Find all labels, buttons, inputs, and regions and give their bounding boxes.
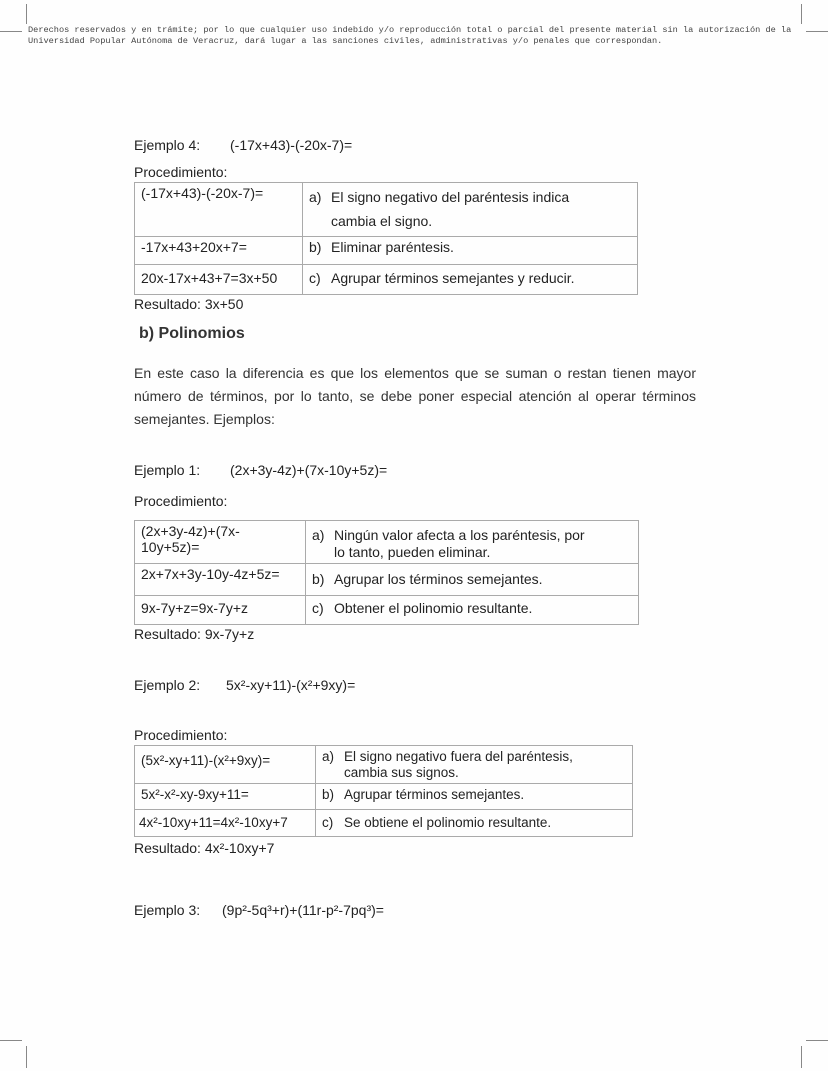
step-expression: 9x-7y+z=9x-7y+z <box>135 596 306 625</box>
table-row <box>135 521 639 564</box>
step-description: Ningún valor afecta a los paréntesis, por <box>334 527 585 543</box>
step-description: Se obtiene el polinomio resultante. <box>344 815 552 830</box>
step-marker: b) <box>309 239 322 255</box>
example-1-heading <box>134 462 388 478</box>
example-label: Ejemplo 4: <box>134 137 201 153</box>
table-row <box>135 265 638 295</box>
step-marker: b) <box>322 787 335 802</box>
step-expression: (5x²-xy+11)-(x²+9xy)= <box>135 746 316 784</box>
table-row <box>135 237 638 265</box>
step-marker: a) <box>312 527 325 543</box>
example-3-heading <box>134 902 384 918</box>
crop-mark <box>0 1040 22 1041</box>
step-description: El signo negativo del paréntesis indica <box>331 189 570 205</box>
table-row <box>135 183 638 237</box>
step-expression: 5x²-x²-xy-9xy+11= <box>135 784 316 810</box>
procedure-label: Procedimiento: <box>134 164 228 180</box>
example-2-heading <box>134 677 356 693</box>
example-4-heading <box>134 137 353 153</box>
example-label: Ejemplo 1: <box>134 462 201 478</box>
step-description: Agrupar términos semejantes. <box>344 787 525 802</box>
example-label: Ejemplo 3: <box>134 902 201 918</box>
step-description: El signo negativo fuera del paréntesis, <box>344 749 573 764</box>
example-expression: (9p²-5q³+r)+(11r-p²-7pq³)= <box>222 902 384 918</box>
crop-mark <box>0 31 22 32</box>
step-marker: b) <box>312 571 325 587</box>
procedure-label: Procedimiento: <box>134 493 228 509</box>
table-row <box>135 596 639 625</box>
header-line: Universidad Popular Autónoma de Veracruz, dará lugar a las sanciones civiles, administrativas y/o penales que correspondan. <box>28 36 663 46</box>
table-row <box>135 564 639 596</box>
step-description: cambia el signo. <box>331 213 433 229</box>
section-paragraph: En este caso la diferencia es que los elementos que se suman o restan tienen mayor número de términos, por lo tanto, se debe poner especial atención al operar términos semejantes. Ejemplos: <box>134 365 696 427</box>
copyright-header <box>28 25 828 47</box>
step-marker: c) <box>312 600 324 616</box>
example-expression: (-17x+43)-(-20x-7)= <box>230 137 353 153</box>
step-description: lo tanto, pueden eliminar. <box>334 544 491 560</box>
step-expression <box>135 521 306 564</box>
table-row <box>135 784 633 810</box>
step-expression: 20x-17x+43+7=3x+50 <box>135 265 303 295</box>
result-text: Resultado: 4x²-10xy+7 <box>134 840 275 856</box>
example-label: Ejemplo 2: <box>134 677 201 693</box>
step-description: cambia sus signos. <box>344 765 459 780</box>
step-description: Agrupar términos semejantes y reducir. <box>331 270 575 286</box>
step-expression-line: 10y+5z)= <box>141 539 200 555</box>
step-description: Agrupar los términos semejantes. <box>334 571 543 587</box>
section-title: b) Polinomios <box>139 325 245 342</box>
result-text: Resultado: 3x+50 <box>134 296 244 312</box>
step-description: Obtener el polinomio resultante. <box>334 600 533 616</box>
crop-mark <box>806 1040 828 1041</box>
crop-mark <box>801 4 802 24</box>
table-row <box>135 810 633 837</box>
header-line: Derechos reservados y en trámite; por lo que cualquier uso indebido y/o reproducción total o parcial del presente material sin la autorización de la <box>28 25 792 35</box>
step-description: Eliminar paréntesis. <box>331 239 454 255</box>
step-marker: a) <box>309 189 322 205</box>
step-expression: -17x+43+20x+7= <box>135 237 303 265</box>
crop-mark <box>26 1046 27 1068</box>
step-marker: c) <box>309 270 321 286</box>
procedure-table <box>134 520 639 625</box>
example-expression: (2x+3y-4z)+(7x-10y+5z)= <box>230 462 388 478</box>
step-expression: (-17x+43)-(-20x-7)= <box>135 183 303 237</box>
crop-mark <box>801 1046 802 1068</box>
table-row <box>135 746 633 784</box>
procedure-table <box>134 745 633 837</box>
step-expression: 4x²-10xy+11=4x²-10xy+7 <box>135 810 316 837</box>
procedure-table <box>134 182 638 295</box>
step-marker: c) <box>322 815 334 830</box>
result-text: Resultado: 9x-7y+z <box>134 626 255 642</box>
example-expression: 5x²-xy+11)-(x²+9xy)= <box>226 677 356 693</box>
step-marker: a) <box>322 749 335 764</box>
procedure-label: Procedimiento: <box>134 727 228 743</box>
step-expression: 2x+7x+3y-10y-4z+5z= <box>135 564 306 596</box>
step-expression-line: (2x+3y-4z)+(7x- <box>141 523 240 539</box>
crop-mark <box>26 4 27 24</box>
